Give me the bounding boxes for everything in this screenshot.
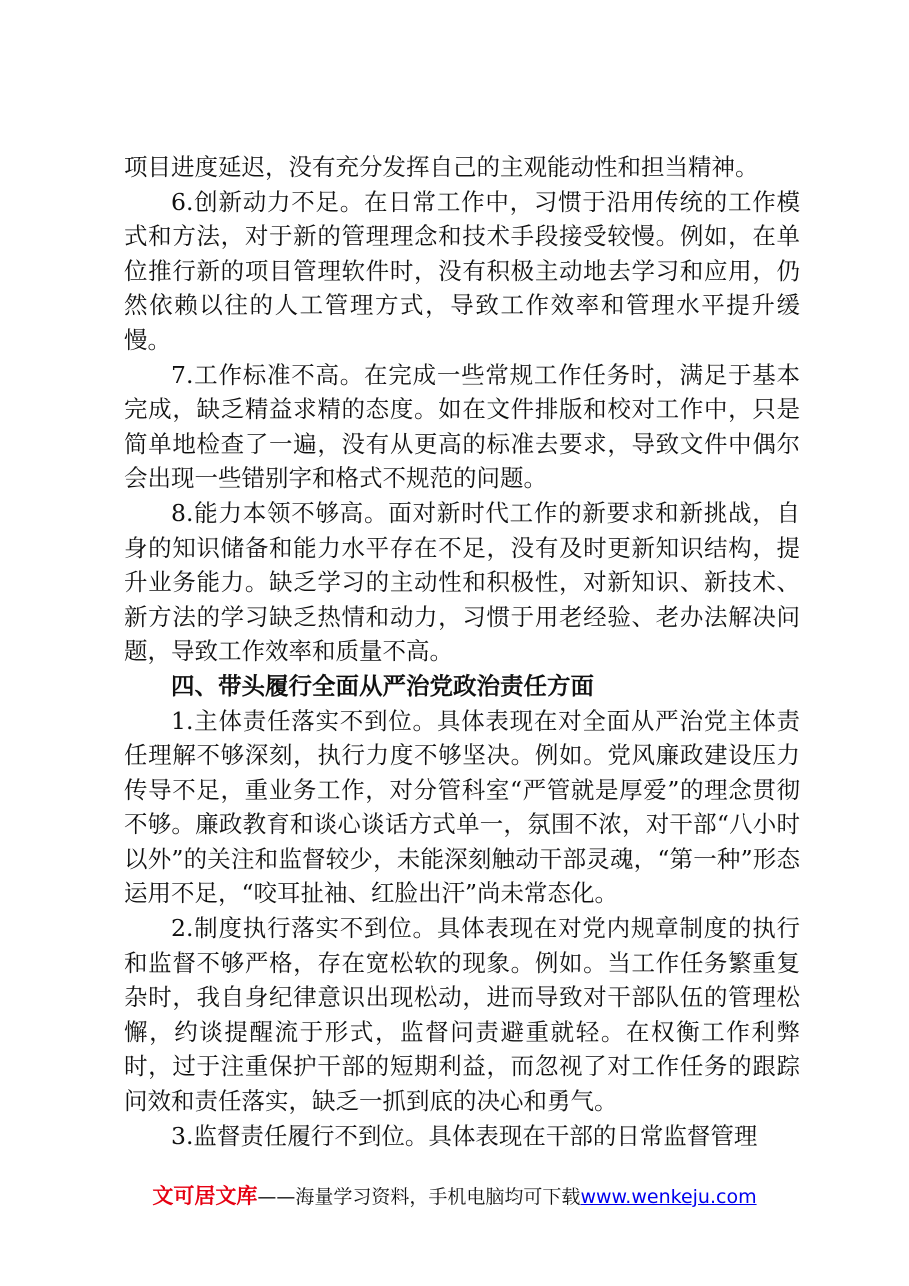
paragraph-section4-item-1: 1.主体责任落实不到位。具体表现在对全面从严治党主体责任理解不够深刻，执行力度不够坚决。例如。党风廉政建设压力传导不足，重业务工作，对分管科室“严管就是厚爱”的理念贯彻不够。廉政教育和谈心谈话方式单一，氛围不浓，对干部“八小时以外”的关注和监督较少，未能深刻触动干部灵魂，“第一种”形态运用不足，“咬耳扯袖、红脸出汗”尚未常态化。 — [124, 706, 800, 908]
paragraph-item-7: 7.工作标准不高。在完成一些常规工作任务时，满足于基本完成，缺乏精益求精的态度。如在文件排版和校对工作中，只是简单地检查了一遍，没有从更高的标准去要求，导致文件中偶尔会出现一些错别字和格式不规范的问题。 — [124, 360, 800, 493]
page-footer — [0, 1182, 909, 1211]
section-heading-4: 四、带头履行全面从严治党政治责任方面 — [171, 671, 594, 700]
footer-brand: 文可居文库 — [152, 1184, 258, 1208]
paragraph-continuation: 项目进度延迟，没有充分发挥自己的主观能动性和担当精神。 — [124, 153, 759, 181]
paragraph-item-8: 8.能力本领不够高。面对新时代工作的新要求和新挑战，自身的知识储备和能力水平存在不足，没有及时更新知识结构，提升业务能力。缺乏学习的主动性和积极性，对新知识、新技术、新方法的学习缺乏热情和动力，习惯于用老经验、老办法解决问题，导致工作效率和质量不高。 — [124, 498, 800, 666]
document-body — [124, 150, 800, 1153]
paragraph-item-6: 6.创新动力不足。在日常工作中，习惯于沿用传统的工作模式和方法，对于新的管理理念和技术手段接受较慢。例如，在单位推行新的项目管理软件时，没有积极主动地去学习和应用，仍然依赖以往的人工管理方式，导致工作效率和管理水平提升缓慢。 — [124, 187, 800, 354]
paragraph-section4-item-2: 2.制度执行落实不到位。具体表现在对党内规章制度的执行和监督不够严格，存在宽松软的现象。例如。当工作任务繁重复杂时，我自身纪律意识出现松动，进而导致对干部队伍的管理松懈，约谈提醒流于形式，监督问责避重就轻。在权衡工作利弊时，过于注重保护干部的短期利益，而忽视了对工作任务的跟踪问效和责任落实，缺乏一抓到底的决心和勇气。 — [124, 914, 800, 1116]
footer-slogan: ——海量学习资料，手机电脑均可下载 — [257, 1186, 581, 1208]
footer-url-link[interactable]: www.wenkeju.com — [580, 1186, 757, 1208]
paragraph-section4-item-3: 3.监督责任履行不到位。具体表现在干部的日常监督管理 — [171, 1121, 758, 1150]
